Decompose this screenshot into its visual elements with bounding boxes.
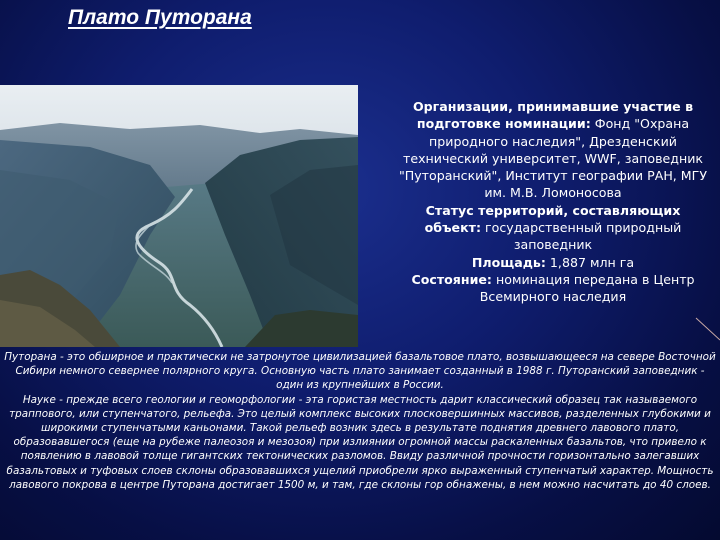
organizations-text: Фонд "Охрана природного наследия", Дрезденский технический университет, WWF, заповедник "Путоранский", Институт географии РАН, МГУ им. М.В. Ломоносова [398, 116, 708, 201]
state-text: номинация передана в Центр Всемирного наследия [479, 271, 695, 305]
nomination-info [398, 98, 708, 306]
state-label: Состояние: [411, 271, 492, 287]
slide-title: Плато Путорана [68, 6, 252, 29]
area-label: Площадь: [471, 254, 546, 270]
description-paragraph: Науке - прежде всего геологии и геоморфологии - эта гористая местность дарит классический образец так называемого траппового, или ступенчатого, рельефа. Это целый комплекс высоких плосковершинных массивов, разделенных глубокими и широкими ступенчатыми каньонами. Такой рельеф возник здесь в результате поднятия древнего лавового плато, образовавшегося (еще на рубеже палеозоя и мезозоя) при излиянии огромной массы раскаленных базальтов, что привело к появлению в лавовой толще гигантских тектонических разломов. Ввиду различной прочности горизонтально залегавших базальтовых и туфовых слоев склоны образовавшихся ущелий приобрели ярко выраженный ступенчатый характер. Мощность лавового покрова в центре Путорана достигает 1500 м, и там, где склоны гор обнажены, в нем можно насчитать до 40 слоев. [6, 393, 714, 491]
organizations-label: Организации, принимавшие участие в подготовке номинации: [412, 99, 694, 132]
description-paragraph: Путорана - это обширное и практически не затронутое цивилизацией базальтовое плато, возвышающееся на севере Восточной Сибири немного севернее полярного круга. Основную часть плато занимает созданный в 1988 г. Путоранский заповедник - один из крупнейших в России. [4, 351, 716, 392]
description-text [4, 350, 716, 492]
decorative-line [694, 300, 720, 350]
valley-photo [0, 85, 358, 347]
status-text: государственный природный заповедник [485, 220, 682, 253]
status-label: Статус территорий, составляющих объект: [424, 202, 681, 236]
area-text: 1,887 млн га [549, 254, 635, 270]
